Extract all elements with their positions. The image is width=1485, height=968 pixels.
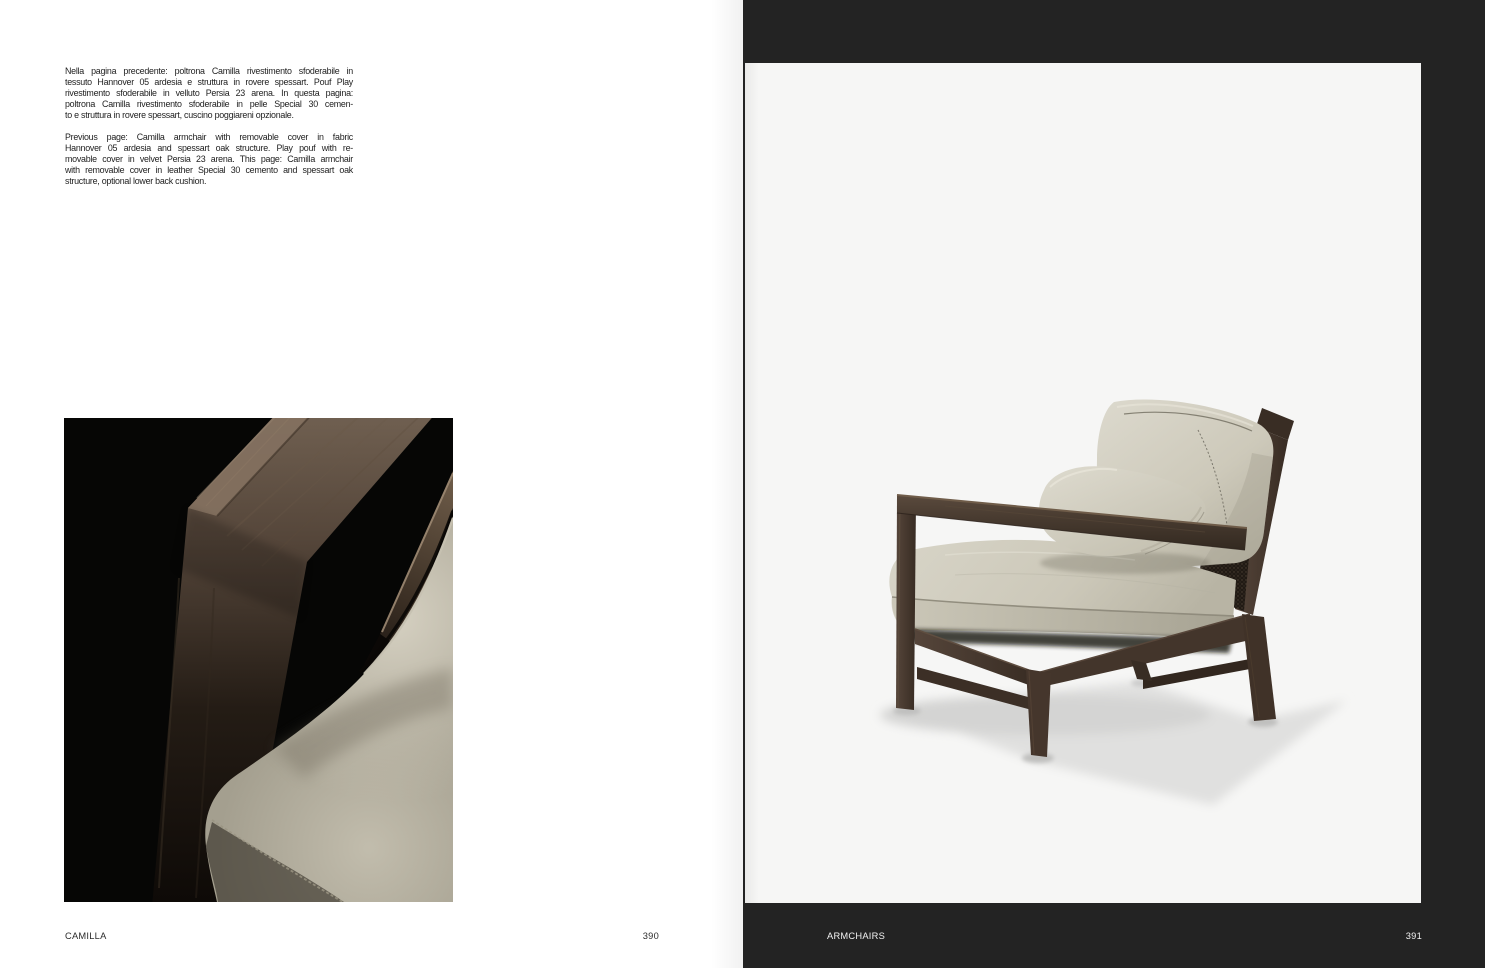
armchair-detail-illustration [64, 418, 453, 902]
floor-shadow [880, 679, 1347, 805]
pillow-shadow [1040, 552, 1210, 574]
right-page [743, 0, 1485, 968]
armchair-illustration [745, 63, 1421, 903]
right-page-number: 391 [1405, 931, 1422, 941]
product-name-label: CAMILLA [65, 931, 107, 941]
section-name-label: ARMCHAIRS [827, 931, 886, 941]
armchair-detail-photo [64, 418, 453, 902]
caption-block [65, 66, 353, 198]
caption-italian: Nella pagina precedente: poltrona Camilla rivestimento sfoderabile in tessuto Hannover 05 ardesia e struttura in rovere spessart. Pouf Play rivestimento sfoderabile in velluto Persia 23 arena. In questa pagina: poltrona Camilla rivestimento sfoderabile in pelle Special 30 cemen- to e struttura in rovere spessart, cuscino poggiareni opzionale. [65, 66, 353, 120]
rear-left-leg [1131, 660, 1152, 681]
left-page-number: 390 [642, 931, 659, 941]
armchair-photo [745, 63, 1421, 903]
caption-english: Previous page: Camilla armchair with removable cover in fabric Hannover 05 ardesia and spessart oak structure. Play pouf with re- movable cover in velvet Persia 23 arena. This page: Camilla armchair with removable cover in leather Special 30 cemento and spessart oak structure, optional lower back cushion. [65, 131, 353, 186]
